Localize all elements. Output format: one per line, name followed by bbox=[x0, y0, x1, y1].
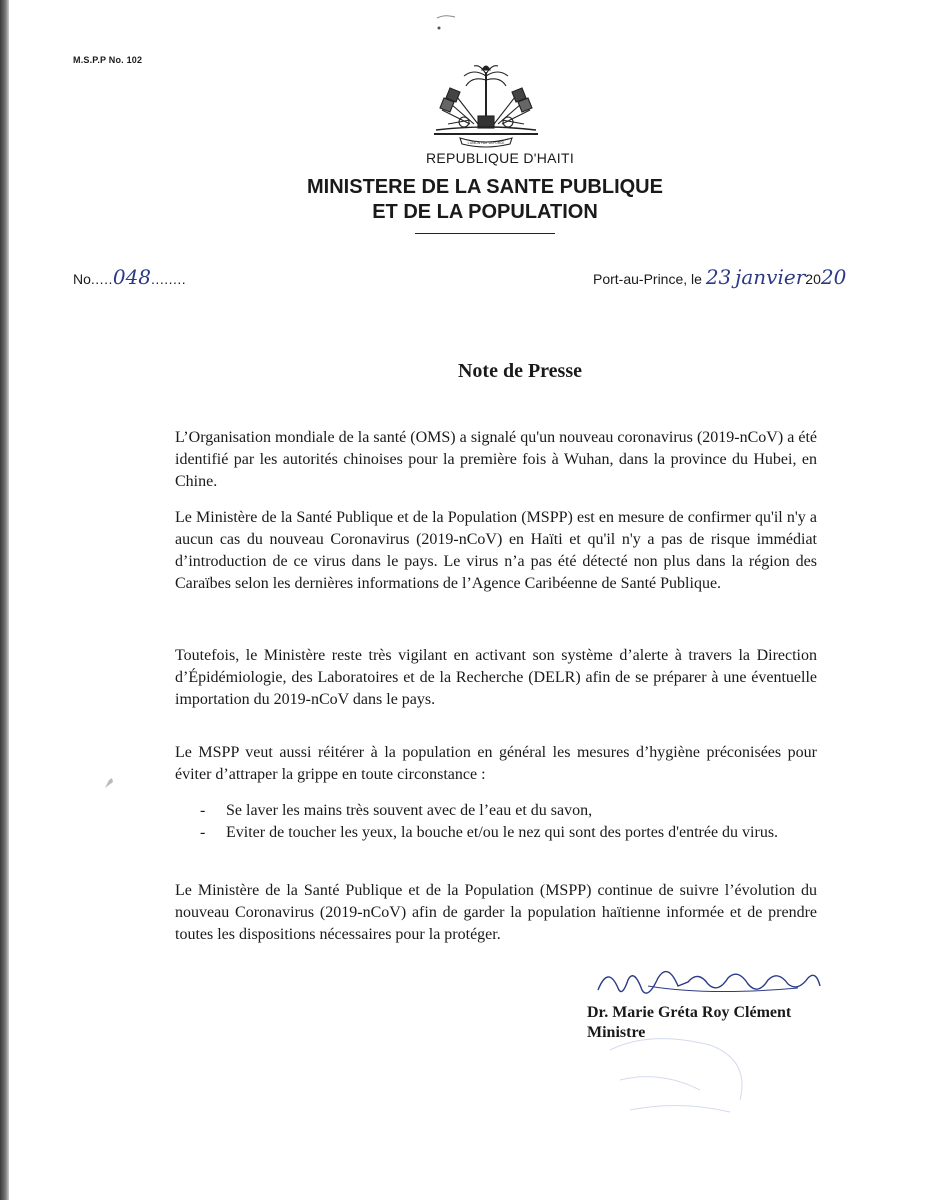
dotted-leader: ..... bbox=[90, 271, 113, 287]
date-day: 23 bbox=[705, 265, 732, 289]
ministry-heading-line1: MINISTERE DE LA SANTE PUBLIQUE bbox=[307, 176, 663, 198]
list-dash: - bbox=[200, 802, 206, 819]
reference-number bbox=[73, 265, 186, 289]
page-title: Note de Presse bbox=[457, 360, 583, 382]
list-item-text: Eviter de toucher les yeux, la bouche et/ou le nez qui sont des portes d'entrée du virus. bbox=[226, 824, 779, 841]
place-prefix: Port-au-Prince, le bbox=[593, 271, 702, 287]
svg-text:MRoy Clément: MRoy Clément bbox=[588, 960, 595, 961]
reference-number-value: 048 bbox=[112, 265, 152, 289]
signatory-block bbox=[587, 1003, 791, 1043]
list-item bbox=[200, 822, 830, 844]
ministry-heading bbox=[240, 175, 730, 225]
date-line bbox=[593, 265, 846, 289]
reference-number-label: No bbox=[73, 271, 91, 287]
scan-speck-icon bbox=[433, 12, 463, 32]
form-code: M.S.P.P No. 102 bbox=[73, 55, 143, 65]
hygiene-measures-list bbox=[200, 800, 830, 844]
list-item bbox=[200, 800, 830, 822]
signatory-name: Dr. Marie Gréta Roy Clément bbox=[587, 1004, 792, 1021]
signatory-title: Ministre bbox=[587, 1024, 646, 1041]
paragraph-1: L’Organisation mondiale de la santé (OMS) a signalé qu'un nouveau coronavirus (2019-nCoV) a été identifié par les autorités chinoises pour la première fois à Wuhan, dans la province du Hubei, en Chine. bbox=[175, 429, 817, 490]
paragraph-5: Le Ministère de la Santé Publique et de la Population (MSPP) continue de suivre l’évolution du nouveau Coronavirus (2019-nCoV) afin de garder la population haïtienne informée et de prendre toutes les dispositions nécessaires pour la protéger. bbox=[175, 882, 817, 943]
svg-text:L'UNION FAIT LA FORCE: L'UNION FAIT LA FORCE bbox=[467, 141, 505, 145]
year-prefix: 20 bbox=[805, 271, 821, 287]
scan-smudge-icon bbox=[103, 776, 115, 790]
year-suffix: 20 bbox=[820, 265, 847, 289]
republic-heading: REPUBLIQUE D'HAITI bbox=[425, 150, 575, 166]
dotted-leader: ........ bbox=[151, 271, 187, 287]
paragraph-3: Toutefois, le Ministère reste très vigilant en activant son système d’alerte à travers la Direction d’Épidémiologie, des Laboratoires et de la Recherche (DELR) afin de se préparer à une éventuelle importation du 2019-nCoV dans le pays. bbox=[175, 647, 817, 708]
heading-divider bbox=[415, 233, 555, 234]
list-dash: - bbox=[200, 824, 206, 841]
paragraph-4: Le MSPP veut aussi réitérer à la population en général les mesures d’hygiène préconisées pour éviter d’attraper la grippe en toute circonstance : bbox=[175, 744, 817, 783]
scan-edge-shadow bbox=[0, 0, 9, 1200]
date-month: janvier bbox=[735, 265, 806, 289]
paragraph-2: Le Ministère de la Santé Publique et de la Population (MSPP) est en mesure de confirmer qu'il n'y a aucun cas du nouveau Coronavirus (2019-nCoV) en Haïti et qu'il n'y a pas de risque immédiat d’introduction de ce virus dans le pays. Le virus n’a pas été détecté non plus dans la région des Caraïbes selon les dernières informations de l’Agence Caribéenne de Santé Publique. bbox=[175, 509, 817, 592]
haiti-coat-of-arms-icon bbox=[430, 58, 542, 148]
ministry-heading-line2: ET DE LA POPULATION bbox=[372, 201, 598, 223]
list-item-text: Se laver les mains très souvent avec de l’eau et du savon, bbox=[226, 802, 593, 819]
